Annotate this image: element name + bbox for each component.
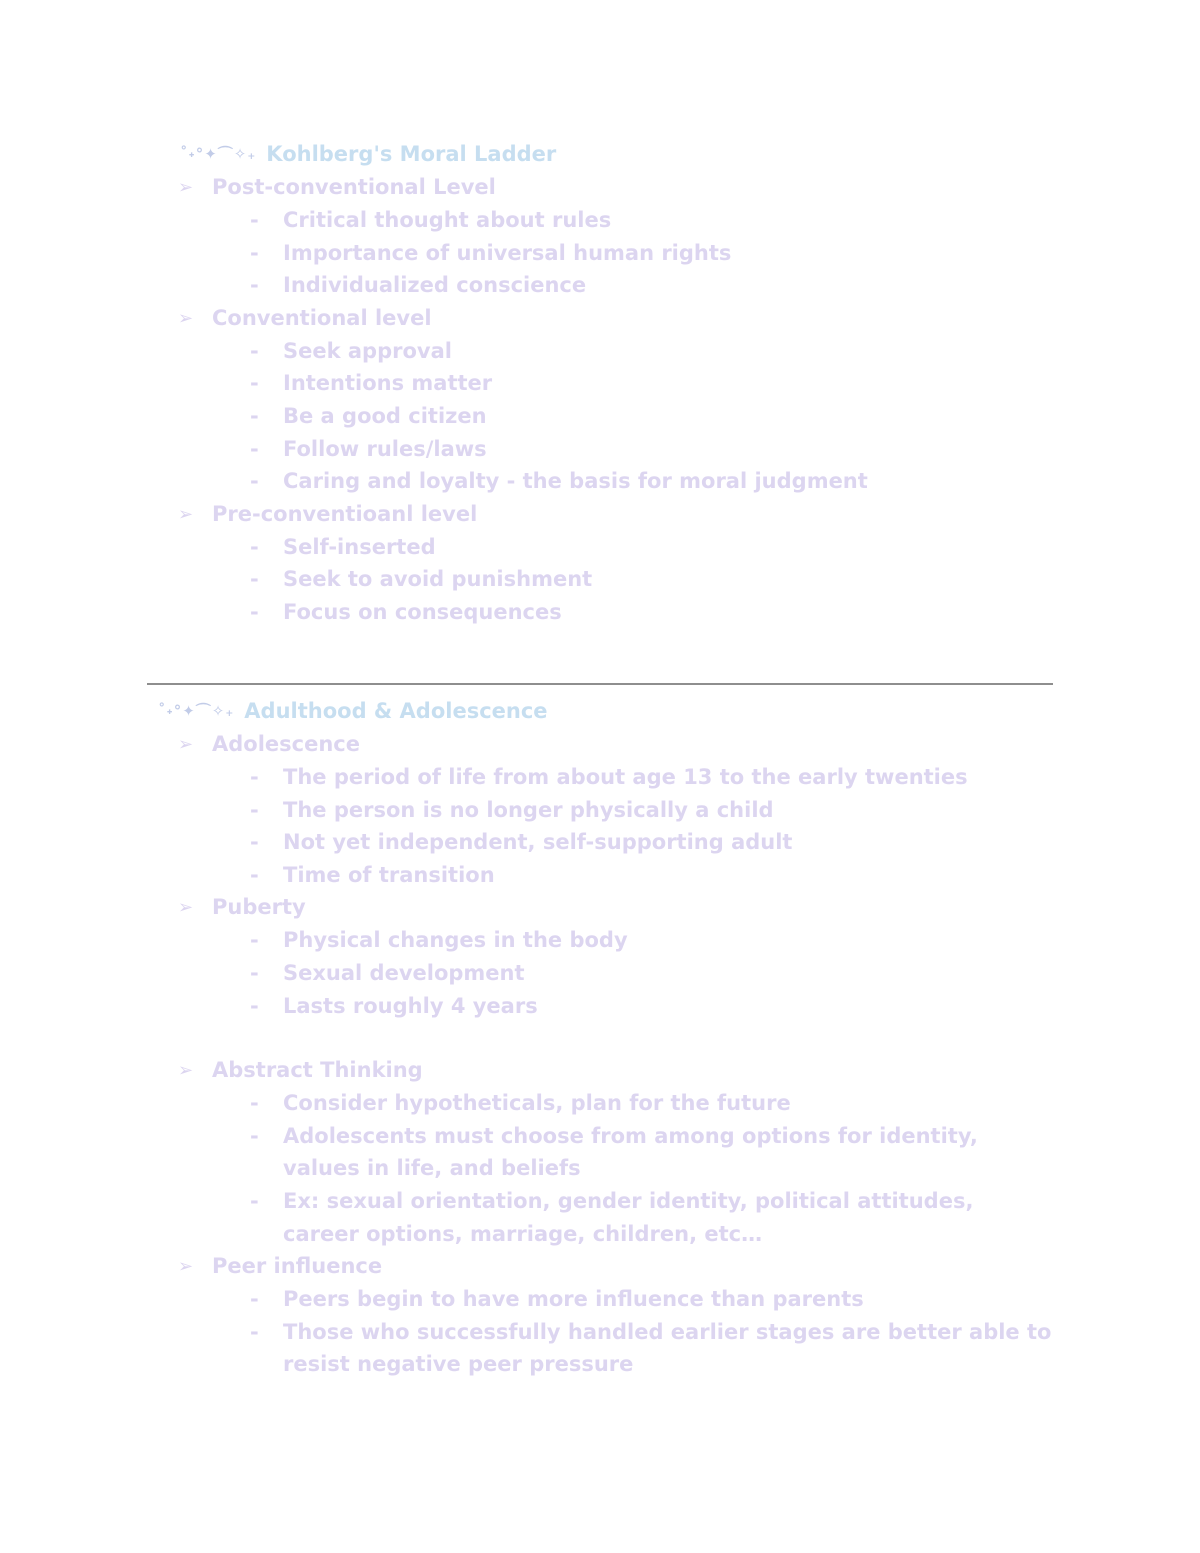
dash-bullet-icon: - — [250, 1319, 259, 1344]
item-text: Those who successfully handled earlier stages are better able to resist negative peer pressure — [283, 1319, 1052, 1377]
list-item — [0, 1087, 1200, 1120]
section-divider — [147, 683, 1053, 685]
arrow-bullet-icon: ➢ — [178, 307, 194, 329]
dash-bullet-icon: - — [250, 273, 259, 298]
item-text: Caring and loyalty - the basis for moral judgment — [283, 469, 868, 494]
dash-bullet-icon: - — [250, 403, 259, 428]
list-item — [0, 990, 1200, 1023]
list-item — [0, 237, 1200, 270]
list-item — [0, 465, 1200, 498]
item-text: Sexual development — [283, 960, 525, 985]
list-item — [0, 335, 1200, 368]
adulthood-section — [0, 695, 1200, 1381]
dash-bullet-icon: - — [250, 338, 259, 363]
item-text: Importance of universal human rights — [283, 240, 732, 265]
dash-bullet-icon: - — [250, 240, 259, 265]
item-text: Physical changes in the body — [283, 928, 628, 953]
topic-label: Puberty — [212, 895, 306, 920]
item-text: Adolescents must choose from among options for identity, values in life, and beliefs — [283, 1123, 978, 1181]
arrow-bullet-icon: ➢ — [178, 1256, 194, 1278]
arrow-bullet-icon: ➢ — [178, 734, 194, 755]
dash-bullet-icon: - — [250, 830, 259, 855]
item-text: Not yet independent, self-supporting adult — [283, 830, 793, 855]
level-label: Post-conventional Level — [212, 175, 496, 199]
item-text: Lasts roughly 4 years — [283, 993, 538, 1018]
list-item — [0, 563, 1200, 596]
topic-puberty — [0, 891, 1200, 924]
sparkle-decoration-icon: ˚˖°✦⌒✧₊ — [158, 702, 235, 720]
topic-adolescence — [0, 728, 1200, 761]
list-item — [0, 957, 1200, 990]
list-item — [0, 794, 1200, 827]
list-item — [0, 433, 1200, 466]
level-pre-conventional — [0, 498, 1200, 531]
list-item — [0, 1120, 1200, 1185]
dash-bullet-icon: - — [250, 862, 259, 887]
dash-bullet-icon: - — [250, 469, 259, 494]
dash-bullet-icon: - — [250, 928, 259, 953]
list-item — [0, 1316, 1200, 1381]
adulthood-title: Adulthood & Adolescence — [244, 699, 548, 723]
item-text: Follow rules/laws — [283, 436, 487, 461]
list-item — [0, 269, 1200, 302]
list-item — [0, 859, 1200, 892]
list-item — [0, 400, 1200, 433]
sparkle-decoration-icon: ˚˖°✦⌒✧₊ — [180, 145, 257, 163]
arrow-bullet-icon: ➢ — [178, 897, 194, 919]
kohlberg-title: Kohlberg's Moral Ladder — [266, 142, 557, 166]
dash-bullet-icon: - — [250, 1287, 259, 1312]
list-item — [0, 761, 1200, 794]
arrow-bullet-icon: ➢ — [178, 177, 194, 198]
item-text: Ex: sexual orientation, gender identity, political attitudes, career options, marriage, children, etc… — [283, 1188, 974, 1246]
topic-peer-influence — [0, 1250, 1200, 1283]
item-text: The person is no longer physically a child — [283, 797, 774, 822]
item-text: Critical thought about rules — [283, 208, 612, 232]
kohlberg-heading — [0, 138, 1200, 171]
item-text: Seek approval — [283, 338, 452, 363]
level-post-conventional — [0, 171, 1200, 204]
topic-abstract-thinking — [0, 1054, 1200, 1087]
blank-line — [0, 1022, 1200, 1054]
list-item — [0, 531, 1200, 564]
list-item — [0, 1185, 1200, 1250]
list-item — [0, 1283, 1200, 1316]
item-text: Individualized conscience — [283, 273, 587, 298]
item-text: Peers begin to have more influence than parents — [283, 1287, 864, 1312]
list-item — [0, 367, 1200, 400]
item-text: Seek to avoid punishment — [283, 567, 593, 592]
topic-label: Peer influence — [212, 1254, 383, 1279]
level-label: Conventional level — [212, 305, 432, 330]
item-text: Focus on consequences — [283, 599, 562, 624]
adulthood-heading — [0, 695, 1200, 728]
list-item — [0, 924, 1200, 957]
list-item — [0, 204, 1200, 237]
topic-label: Abstract Thinking — [212, 1058, 423, 1083]
level-conventional — [0, 302, 1200, 335]
dash-bullet-icon: - — [250, 567, 259, 592]
item-text: Self-inserted — [283, 534, 436, 559]
dash-bullet-icon: - — [250, 599, 259, 624]
item-text: The period of life from about age 13 to the early twenties — [283, 765, 968, 789]
dash-bullet-icon: - — [250, 534, 259, 559]
level-label: Pre-conventioanl level — [212, 501, 478, 526]
list-item — [0, 596, 1200, 629]
dash-bullet-icon: - — [250, 960, 259, 985]
dash-bullet-icon: - — [250, 797, 259, 822]
dash-bullet-icon: - — [250, 436, 259, 461]
kohlberg-section — [0, 138, 1200, 629]
arrow-bullet-icon: ➢ — [178, 503, 194, 525]
item-text: Time of transition — [283, 862, 495, 887]
dash-bullet-icon: - — [250, 1188, 259, 1213]
dash-bullet-icon: - — [250, 208, 259, 232]
dash-bullet-icon: - — [250, 371, 259, 396]
dash-bullet-icon: - — [250, 993, 259, 1018]
item-text: Consider hypotheticals, plan for the future — [283, 1091, 791, 1116]
item-text: Be a good citizen — [283, 403, 487, 428]
dash-bullet-icon: - — [250, 1091, 259, 1116]
list-item — [0, 826, 1200, 859]
item-text: Intentions matter — [283, 371, 493, 396]
dash-bullet-icon: - — [250, 1123, 259, 1148]
dash-bullet-icon: - — [250, 765, 259, 789]
topic-label: Adolescence — [212, 732, 360, 756]
arrow-bullet-icon: ➢ — [178, 1060, 194, 1082]
